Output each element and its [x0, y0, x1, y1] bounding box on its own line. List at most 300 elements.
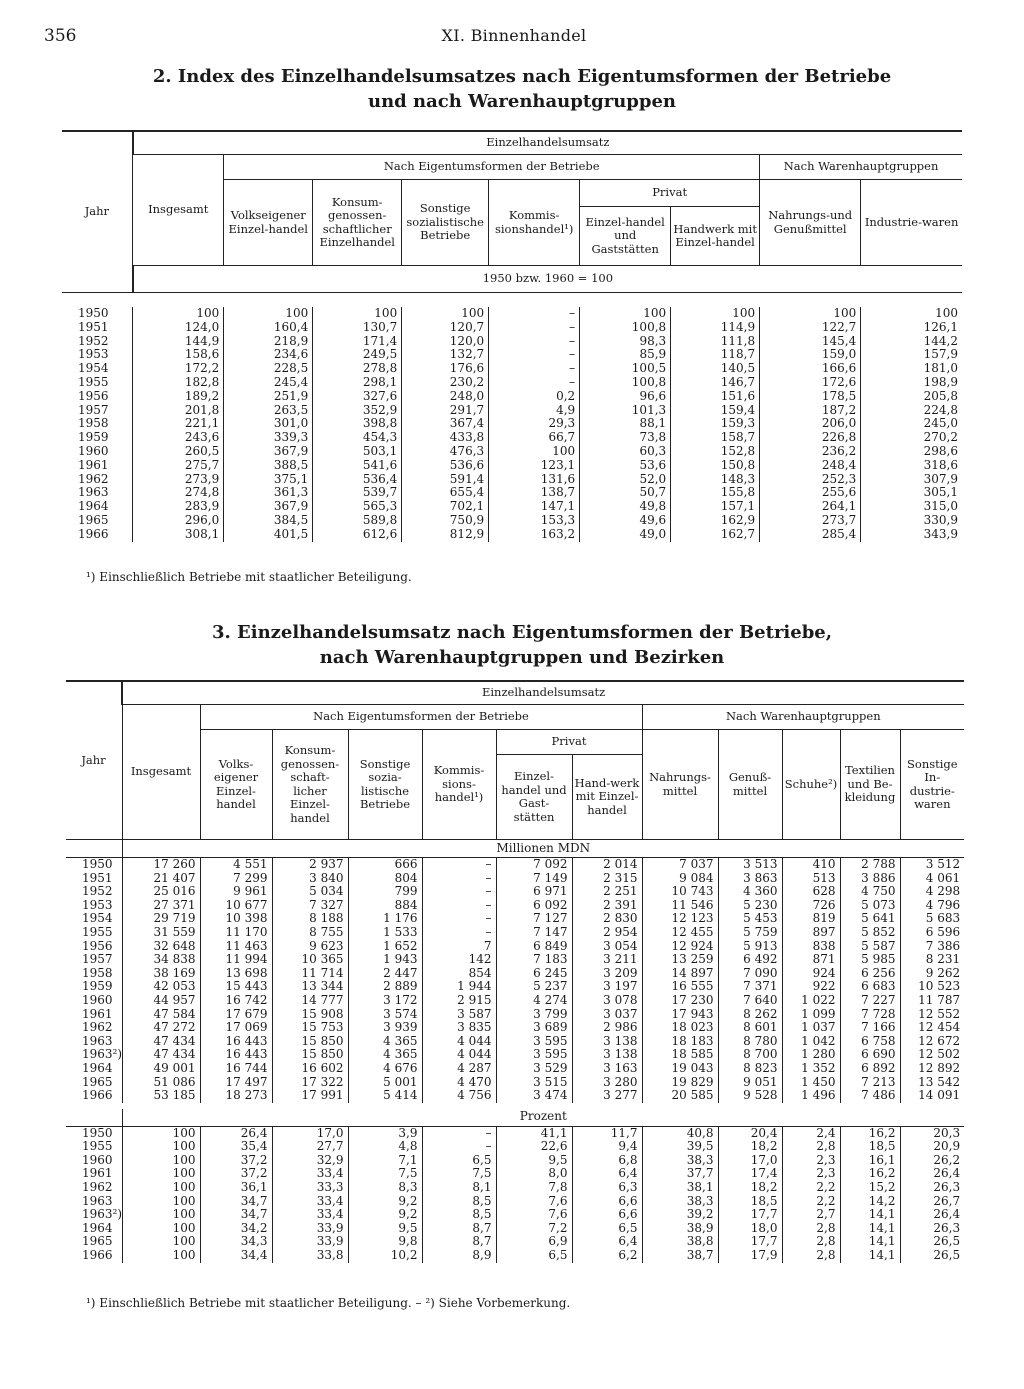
value-cell: –	[489, 307, 580, 321]
year-cell: 1950	[82, 857, 113, 871]
value-cell: 49,0	[580, 528, 671, 542]
table-row	[66, 994, 964, 1008]
value-cell: 7 486	[840, 1089, 900, 1103]
value-cell: 2 954	[572, 926, 642, 940]
value-cell: 7 037	[642, 858, 718, 872]
year-cell: 1950	[78, 306, 109, 320]
value-cell: 163,2	[489, 528, 580, 542]
value-cell: 854	[422, 967, 496, 981]
value-cell: 7 090	[718, 967, 782, 981]
value-cell: 171,4	[313, 335, 402, 349]
value-cell: 5 587	[840, 940, 900, 954]
value-cell: 158,7	[671, 431, 760, 445]
t2-col-jahr: Jahr	[62, 131, 133, 293]
value-cell: 361,3	[224, 486, 313, 500]
table-row	[66, 1062, 964, 1076]
value-cell: 884	[348, 899, 422, 913]
value-cell: 12 123	[642, 912, 718, 926]
value-cell: 318,6	[861, 459, 962, 473]
value-cell: 29,3	[489, 417, 580, 431]
value-cell: 539,7	[313, 486, 402, 500]
value-cell: 9 528	[718, 1089, 782, 1103]
t2-col-handwerk: Handwerk mit Einzel-handel	[671, 207, 760, 266]
table-row	[66, 899, 964, 913]
value-cell: 166,6	[760, 362, 861, 376]
value-cell: 4,9	[489, 404, 580, 418]
value-cell: 88,1	[580, 417, 671, 431]
value-cell: 17,0	[718, 1154, 782, 1168]
year-cell: 1966	[82, 1088, 113, 1103]
value-cell: 3 172	[348, 994, 422, 1008]
value-cell: 589,8	[313, 514, 402, 528]
value-cell: 18 585	[642, 1048, 718, 1062]
value-cell: 9,4	[572, 1140, 642, 1154]
value-cell: 3 863	[718, 872, 782, 886]
value-cell: 7 386	[900, 940, 964, 954]
value-cell: 4 365	[348, 1048, 422, 1062]
value-cell: 6 892	[840, 1062, 900, 1076]
table-row	[66, 858, 964, 872]
value-cell: 8,7	[422, 1235, 496, 1249]
value-cell: 159,3	[671, 417, 760, 431]
value-cell: 26,7	[900, 1195, 964, 1209]
value-cell: 3 138	[572, 1035, 642, 1049]
value-cell: 101,3	[580, 404, 671, 418]
value-cell: 6 245	[496, 967, 572, 981]
value-cell: 4,8	[348, 1140, 422, 1154]
table-row	[62, 348, 962, 362]
value-cell: 14 091	[900, 1089, 964, 1103]
value-cell: 32 648	[122, 940, 200, 954]
t3-col-sonstige-ind: Sonstige In-dustrie-waren	[900, 730, 964, 840]
value-cell: 5 073	[840, 899, 900, 913]
unit-label: Millionen MDN	[122, 840, 964, 858]
value-cell: 18 183	[642, 1035, 718, 1049]
value-cell: 264,1	[760, 500, 861, 514]
value-cell: 1 533	[348, 926, 422, 940]
t2-privat-header: Privat	[580, 180, 760, 207]
value-cell: 160,4	[224, 321, 313, 335]
table-row	[66, 1208, 964, 1222]
value-cell: 16 443	[200, 1048, 272, 1062]
table-row	[66, 1167, 964, 1181]
value-cell: 29 719	[122, 912, 200, 926]
value-cell: 273,9	[133, 473, 224, 487]
value-cell: 3 474	[496, 1089, 572, 1103]
year-cell: 1963	[82, 1193, 113, 1208]
value-cell: 14,1	[840, 1249, 900, 1263]
value-cell: 10 523	[900, 980, 964, 994]
t3-waren-header: Nach Warenhauptgruppen	[642, 705, 964, 730]
value-cell: 12 454	[900, 1021, 964, 1035]
value-cell: 275,7	[133, 459, 224, 473]
year-cell: 1954	[82, 911, 113, 926]
value-cell: 144,2	[861, 335, 962, 349]
value-cell: 9,2	[348, 1195, 422, 1209]
value-cell: 6 256	[840, 967, 900, 981]
value-cell: 3 197	[572, 980, 642, 994]
table-row	[66, 1076, 964, 1090]
t3-privat-header: Privat	[496, 730, 642, 755]
value-cell: 2 830	[572, 912, 642, 926]
value-cell: 6 683	[840, 980, 900, 994]
value-cell: 73,8	[580, 431, 671, 445]
value-cell: 12 924	[642, 940, 718, 954]
value-cell: 12 892	[900, 1062, 964, 1076]
value-cell: –	[422, 1140, 496, 1154]
t3-col-konsum: Konsum-genossen-schaft-licher Einzel-handel	[272, 730, 348, 840]
value-cell: 5 453	[718, 912, 782, 926]
value-cell: 2 889	[348, 980, 422, 994]
value-cell: 49,6	[580, 514, 671, 528]
value-cell: 47 272	[122, 1021, 200, 1035]
unit-row-mdn	[66, 840, 964, 858]
value-cell: 838	[782, 940, 840, 954]
value-cell: –	[422, 858, 496, 872]
unit-spacer	[66, 1109, 122, 1127]
value-cell: 14,1	[840, 1208, 900, 1222]
value-cell: 7 371	[718, 980, 782, 994]
t2-group-header: Einzelhandelsumsatz	[133, 131, 962, 155]
year-cell: 1958	[82, 965, 113, 980]
value-cell: 157,1	[671, 500, 760, 514]
value-cell: 251,9	[224, 390, 313, 404]
value-cell: 19 043	[642, 1062, 718, 1076]
value-cell: 100	[760, 307, 861, 321]
value-cell: 8 601	[718, 1021, 782, 1035]
value-cell: 8,5	[422, 1208, 496, 1222]
value-cell: 35,4	[200, 1140, 272, 1154]
value-cell: 7 640	[718, 994, 782, 1008]
value-cell: 1 352	[782, 1062, 840, 1076]
value-cell: 40,8	[642, 1126, 718, 1140]
value-cell: 248,0	[402, 390, 489, 404]
value-cell: 7 327	[272, 899, 348, 913]
value-cell: –	[422, 899, 496, 913]
table-row	[62, 514, 962, 528]
value-cell: 18,2	[718, 1140, 782, 1154]
value-cell: 3 280	[572, 1076, 642, 1090]
value-cell: 31 559	[122, 926, 200, 940]
value-cell: 3 574	[348, 1008, 422, 1022]
value-cell: 273,7	[760, 514, 861, 528]
table-row	[66, 967, 964, 981]
value-cell: 7 213	[840, 1076, 900, 1090]
value-cell: 1 022	[782, 994, 840, 1008]
value-cell: 8 823	[718, 1062, 782, 1076]
table3-title	[60, 620, 984, 670]
value-cell: 146,7	[671, 376, 760, 390]
page-number: 356	[44, 26, 77, 46]
t2-col-volkseigener: Volkseigener Einzel-handel	[224, 180, 313, 266]
value-cell: 26,5	[900, 1249, 964, 1263]
value-cell: 38 169	[122, 967, 200, 981]
value-cell: 3 209	[572, 967, 642, 981]
value-cell: 301,0	[224, 417, 313, 431]
table-row	[62, 473, 962, 487]
t3-col-handwerk: Hand-werk mit Einzel-handel	[572, 755, 642, 840]
t2-col-konsum: Konsum-genossen-schaftlicher Einzelhandel	[313, 180, 402, 266]
t3-body	[66, 840, 964, 1263]
value-cell: 1 652	[348, 940, 422, 954]
value-cell: 3,9	[348, 1126, 422, 1140]
value-cell: 3 689	[496, 1021, 572, 1035]
value-cell: 8,7	[422, 1222, 496, 1236]
value-cell: 228,5	[224, 362, 313, 376]
table-row	[62, 404, 962, 418]
t3-col-einzelhandel-gast: Einzel-handel und Gast-stätten	[496, 755, 572, 840]
value-cell: 218,9	[224, 335, 313, 349]
value-cell: 178,5	[760, 390, 861, 404]
value-cell: 100	[122, 1126, 200, 1140]
value-cell: 10 677	[200, 899, 272, 913]
value-cell: 16 602	[272, 1062, 348, 1076]
value-cell: 8,0	[496, 1167, 572, 1181]
value-cell: 158,6	[133, 348, 224, 362]
value-cell: 60,3	[580, 445, 671, 459]
value-cell: 2 014	[572, 858, 642, 872]
table2-title-line1: 2. Index des Einzelhandelsumsatzes nach Eigentumsformen der Betriebe	[152, 66, 892, 87]
value-cell: 726	[782, 899, 840, 913]
year-cell: 1959	[82, 979, 113, 994]
value-cell: 3 513	[718, 858, 782, 872]
year-cell: 1963	[78, 485, 109, 500]
value-cell: 6 849	[496, 940, 572, 954]
value-cell: 897	[782, 926, 840, 940]
year-cell: 1953	[82, 897, 113, 912]
value-cell: 7 227	[840, 994, 900, 1008]
value-cell: 37,2	[200, 1167, 272, 1181]
value-cell: 15 443	[200, 980, 272, 994]
value-cell: 454,3	[313, 431, 402, 445]
value-cell: 804	[348, 872, 422, 886]
value-cell: 283,9	[133, 500, 224, 514]
value-cell: 187,2	[760, 404, 861, 418]
value-cell: 2 986	[572, 1021, 642, 1035]
value-cell: 33,8	[272, 1249, 348, 1263]
value-cell: 6,5	[422, 1154, 496, 1168]
value-cell: –	[489, 335, 580, 349]
value-cell: 6 092	[496, 899, 572, 913]
value-cell: 3 840	[272, 872, 348, 886]
value-cell: 3 515	[496, 1076, 572, 1090]
value-cell: 7 147	[496, 926, 572, 940]
value-cell: 1 944	[422, 980, 496, 994]
value-cell: 14,2	[840, 1195, 900, 1209]
value-cell: 7,2	[496, 1222, 572, 1236]
value-cell: 7 183	[496, 953, 572, 967]
value-cell: 5 034	[272, 885, 348, 899]
table-row	[62, 307, 962, 321]
value-cell: 513	[782, 872, 840, 886]
value-cell: 26,4	[200, 1126, 272, 1140]
value-cell: 2 447	[348, 967, 422, 981]
value-cell: 27,7	[272, 1140, 348, 1154]
value-cell: 871	[782, 953, 840, 967]
value-cell: 612,6	[313, 528, 402, 542]
value-cell: 8,5	[422, 1195, 496, 1209]
table-row	[66, 926, 964, 940]
value-cell: 11,7	[572, 1126, 642, 1140]
value-cell: 15 850	[272, 1048, 348, 1062]
value-cell: 17,4	[718, 1167, 782, 1181]
value-cell: 4 676	[348, 1062, 422, 1076]
unit-row-prozent	[66, 1109, 964, 1127]
value-cell: 503,1	[313, 445, 402, 459]
t2-col-kommission: Kommis-sionshandel¹)	[489, 180, 580, 266]
value-cell: 37,7	[642, 1167, 718, 1181]
value-cell: 476,3	[402, 445, 489, 459]
value-cell: 3 054	[572, 940, 642, 954]
value-cell: 34,2	[200, 1222, 272, 1236]
year-cell: 1964	[82, 1220, 113, 1235]
value-cell: 18,2	[718, 1181, 782, 1195]
value-cell: 922	[782, 980, 840, 994]
value-cell: 100	[489, 445, 580, 459]
value-cell: 2 937	[272, 858, 348, 872]
value-cell: 100	[122, 1249, 200, 1263]
year-cell: 1955	[82, 924, 113, 939]
value-cell: 9 262	[900, 967, 964, 981]
value-cell: 17 260	[122, 858, 200, 872]
value-cell: 172,2	[133, 362, 224, 376]
t3-col-volkseigener: Volks-eigener Einzel-handel	[200, 730, 272, 840]
table-row	[66, 1235, 964, 1249]
t3-col-kommission: Kommis-sions-handel¹)	[422, 730, 496, 840]
value-cell: 19 829	[642, 1076, 718, 1090]
value-cell: 100	[122, 1195, 200, 1209]
value-cell: 33,4	[272, 1167, 348, 1181]
page-header	[44, 26, 984, 50]
value-cell: 66,7	[489, 431, 580, 445]
table3-footnote: ¹) Einschließlich Betriebe mit staatlicher Beteiligung. – ²) Siehe Vorbemerkung.	[86, 1296, 571, 1310]
value-cell: 155,8	[671, 486, 760, 500]
value-cell: 100,8	[580, 321, 671, 335]
value-cell: 221,1	[133, 417, 224, 431]
value-cell: 52,0	[580, 473, 671, 487]
value-cell: 7 166	[840, 1021, 900, 1035]
value-cell: 628	[782, 885, 840, 899]
value-cell: 4 750	[840, 885, 900, 899]
value-cell: 131,6	[489, 473, 580, 487]
value-cell: 248,4	[760, 459, 861, 473]
value-cell: 2 315	[572, 872, 642, 886]
value-cell: 98,3	[580, 335, 671, 349]
value-cell: 4 796	[900, 899, 964, 913]
value-cell: 2,8	[782, 1235, 840, 1249]
table3-title-line2: nach Warenhauptgruppen und Bezirken	[319, 647, 725, 668]
value-cell: 5 001	[348, 1076, 422, 1090]
value-cell: 285,4	[760, 528, 861, 542]
t3-group-header: Einzelhandelsumsatz	[122, 681, 964, 705]
year-cell: 1963	[82, 1033, 113, 1048]
value-cell: 7 127	[496, 912, 572, 926]
value-cell: 12 672	[900, 1035, 964, 1049]
year-cell: 1961	[82, 1006, 113, 1021]
value-cell: 1 280	[782, 1048, 840, 1062]
value-cell: 307,9	[861, 473, 962, 487]
value-cell: 153,3	[489, 514, 580, 528]
value-cell: 812,9	[402, 528, 489, 542]
value-cell: 17,7	[718, 1208, 782, 1222]
value-cell: 49 001	[122, 1062, 200, 1076]
value-cell: 5 759	[718, 926, 782, 940]
t3-col-insgesamt: Insgesamt	[122, 705, 200, 840]
year-cell: 1963²)	[82, 1047, 123, 1062]
value-cell: 47 434	[122, 1048, 200, 1062]
value-cell: 11 463	[200, 940, 272, 954]
value-cell: 7 092	[496, 858, 572, 872]
value-cell: 17 943	[642, 1008, 718, 1022]
value-cell: 12 455	[642, 926, 718, 940]
year-cell: 1962	[82, 1180, 113, 1195]
value-cell: 26,4	[900, 1167, 964, 1181]
value-cell: 38,7	[642, 1249, 718, 1263]
value-cell: –	[422, 926, 496, 940]
value-cell: 100	[122, 1222, 200, 1236]
year-cell: 1961	[82, 1166, 113, 1181]
value-cell: 34,3	[200, 1235, 272, 1249]
t2-col-nahrung: Nahrungs-und Genußmittel	[760, 180, 861, 266]
value-cell: 159,4	[671, 404, 760, 418]
value-cell: 162,9	[671, 514, 760, 528]
value-cell: 3 939	[348, 1021, 422, 1035]
value-cell: 33,4	[272, 1208, 348, 1222]
value-cell: 2,8	[782, 1249, 840, 1263]
year-cell: 1963²)	[82, 1207, 123, 1222]
year-cell: 1955	[82, 1139, 113, 1154]
value-cell: 11 170	[200, 926, 272, 940]
value-cell: 34 838	[122, 953, 200, 967]
value-cell: 8 231	[900, 953, 964, 967]
value-cell: 152,8	[671, 445, 760, 459]
value-cell: 100,5	[580, 362, 671, 376]
value-cell: 25 016	[122, 885, 200, 899]
value-cell: 17 230	[642, 994, 718, 1008]
value-cell: 198,9	[861, 376, 962, 390]
value-cell: 10 365	[272, 953, 348, 967]
value-cell: 7,6	[496, 1208, 572, 1222]
value-cell: 14 897	[642, 967, 718, 981]
value-cell: 6 596	[900, 926, 964, 940]
value-cell: 367,4	[402, 417, 489, 431]
year-cell: 1960	[82, 992, 113, 1007]
value-cell: 148,3	[671, 473, 760, 487]
value-cell: 4 551	[200, 858, 272, 872]
value-cell: 5 683	[900, 912, 964, 926]
table2-footnote: ¹) Einschließlich Betriebe mit staatlicher Beteiligung.	[86, 570, 412, 584]
value-cell: 565,3	[313, 500, 402, 514]
year-cell: 1965	[82, 1234, 113, 1249]
value-cell: 7 728	[840, 1008, 900, 1022]
value-cell: 6,5	[496, 1249, 572, 1263]
value-cell: 16 555	[642, 980, 718, 994]
value-cell: 205,8	[861, 390, 962, 404]
value-cell: 26,5	[900, 1235, 964, 1249]
value-cell: 38,3	[642, 1154, 718, 1168]
value-cell: 16,2	[840, 1167, 900, 1181]
value-cell: 291,7	[402, 404, 489, 418]
value-cell: 4 061	[900, 872, 964, 886]
value-cell: 1 042	[782, 1035, 840, 1049]
unit-spacer	[66, 840, 122, 858]
year-cell: 1956	[78, 388, 109, 403]
value-cell: 4 287	[422, 1062, 496, 1076]
value-cell: 2,2	[782, 1181, 840, 1195]
value-cell: 151,6	[671, 390, 760, 404]
value-cell: 6,2	[572, 1249, 642, 1263]
table-row	[66, 1126, 964, 1140]
